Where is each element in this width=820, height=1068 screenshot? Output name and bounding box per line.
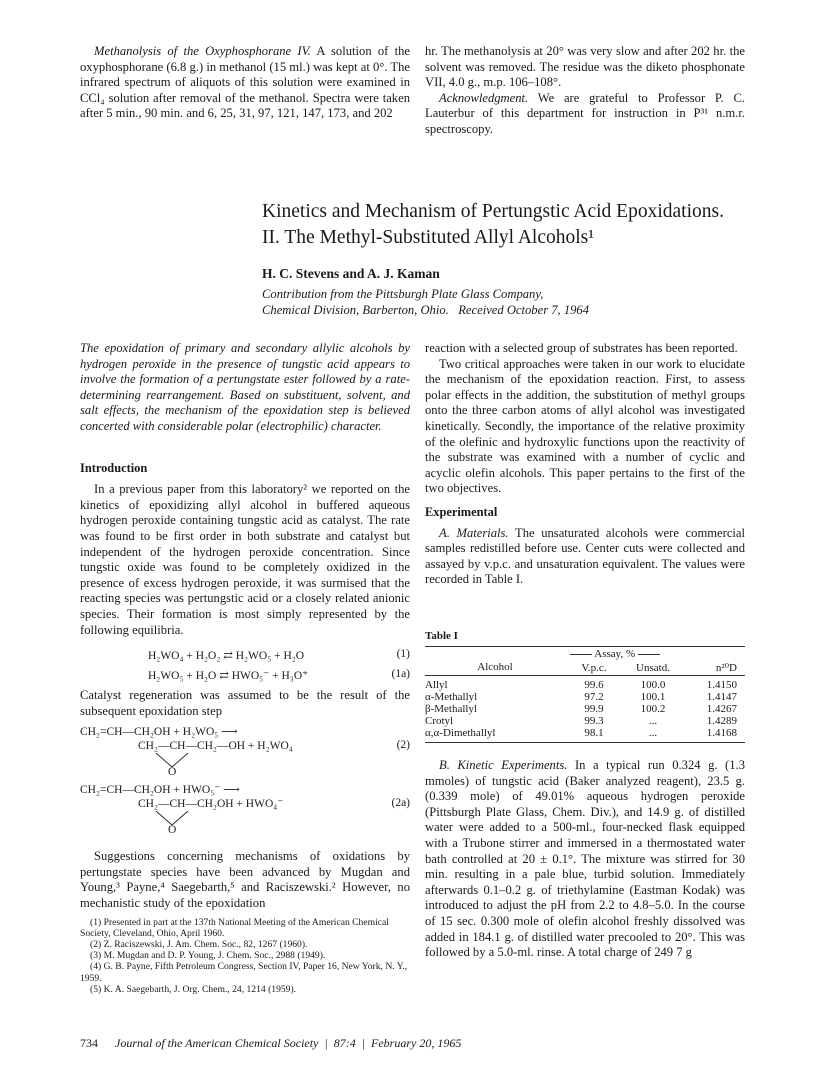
- table-header: Unsatd.: [636, 662, 670, 674]
- data-table: [425, 661, 745, 743]
- footnote: (3) M. Mugdan and D. P. Young, J. Chem. Soc., 2988 (1949).: [90, 950, 326, 962]
- acknowledgment-heading: Acknowledgment.: [439, 90, 529, 105]
- top-right-paragraph: [425, 44, 745, 138]
- right-paragraph-2: Two critical approaches were taken in our work to elucidate the mechanism of the epoxidation reaction. First, to assess polar effects in the addition, the substitution of methyl groups onto the three carbon atoms of allyl alcohol was investigated kinetically. Secondly, the importance of the relative proximity of the olefinic and hydroxylic functions upon the reactivity of the substrate was examined with a number of cyclic and acyclic olefin alcohols. This paper pertains to the first of the two objectives.: [425, 356, 745, 496]
- table-cell: 98.1: [584, 727, 604, 739]
- equation-1-text: H₂WO₄ + H₂O₂ ⇄ H₂WO₅ + H₂O: [148, 650, 305, 663]
- footnote: (2) Z. Raciszewski, J. Am. Chem. Soc., 82, 1267 (1960).: [90, 939, 308, 951]
- authors: H. C. Stevens and A. J. Kaman: [262, 266, 440, 281]
- equation-2a-number: (2a): [391, 797, 410, 810]
- table-cell: 97.2: [584, 691, 604, 703]
- affiliation: [262, 287, 762, 318]
- kinetic-label: B. Kinetic Experiments.: [439, 758, 568, 772]
- table-cell: 99.9: [584, 703, 604, 715]
- table-cell: 100.2: [640, 703, 666, 715]
- table-cell: α-Methallyl: [425, 691, 478, 703]
- equation-1: [80, 648, 410, 668]
- kinetic-section: [425, 758, 745, 961]
- table-cell: 1.4147: [706, 691, 737, 703]
- equation-2: [80, 725, 410, 783]
- epoxide-oxygen-label: O: [168, 766, 177, 779]
- table-cell: 1.4168: [706, 727, 737, 739]
- acknowledgment-text: We are grateful to Professor P. C. Lauterbur of this department for instruction in P³¹ n.m.r. spectroscopy.: [425, 90, 746, 136]
- table-top-rule: [425, 646, 745, 647]
- table-cell: β-Methallyl: [425, 703, 478, 715]
- equation-1a-number: (1a): [391, 668, 410, 681]
- materials-label: A. Materials.: [439, 525, 509, 540]
- left-column: [80, 341, 410, 995]
- article-title-line2: II. The Methyl-Substituted Allyl Alcohols¹: [262, 227, 595, 248]
- equation-2a: [80, 783, 410, 843]
- abstract: The epoxidation of primary and secondary allylic alcohols by hydrogen peroxide in the presence of tungstic acid appears to involve the formation of a pertungstate ester followed by a rate-determining rearrangement. Based on substituent, solvent, and salt effects, the mechanism of the epoxidation step is believed concerted with considerable polar (electrophilic) character.: [80, 341, 410, 433]
- footnotes: [80, 917, 410, 995]
- table-header: Alcohol: [477, 661, 513, 673]
- equation-1a: [80, 668, 410, 688]
- right-paragraph-1: reaction with a selected group of substrates has been reported.: [425, 341, 738, 355]
- table-row: [425, 715, 745, 727]
- table-cell: 1.4267: [706, 703, 737, 715]
- table-cell: 99.3: [584, 715, 604, 727]
- journal-citation: Journal of the American Chemical Society | 87:4 | February 20, 1965: [115, 1036, 462, 1050]
- introduction-paragraph: In a previous paper from this laboratory² we reported on the kinetics of epoxidizing allyl alcohol in buffered aqueous hydrogen peroxide containing tungstic acid as catalyst. The rate was found to be first order in both substrate and catalyst but independent of the hydrogen peroxide concentration. Since tungstic oxide was found to be completely oxidized in the presence of excess hydrogen peroxide, it was surmised that the reacting species was pertungstic acid or a closely related anionic species. Their formation is most simply represented by the following equilibria.: [80, 482, 410, 637]
- experimental-heading: Experimental: [425, 504, 498, 519]
- page-footer: [80, 1036, 461, 1051]
- equation-2-number: (2): [396, 739, 410, 752]
- page-number: 734: [80, 1036, 98, 1050]
- table-cell: 99.6: [584, 679, 604, 691]
- regeneration-paragraph: Catalyst regeneration was assumed to be the result of the subsequent epoxidation step: [80, 688, 410, 718]
- equation-1-number: (1): [396, 648, 410, 661]
- table-cell: ...: [648, 727, 658, 739]
- table-cell: 1.4289: [706, 715, 737, 727]
- table-cell: 100.1: [640, 691, 666, 703]
- table-header: V.p.c.: [581, 662, 607, 674]
- affiliation-line2: Chemical Division, Barberton, Ohio. Received October 7, 1964: [262, 302, 590, 317]
- methanolysis-continued: hr. The methanolysis at 20° was very slow and after 202 hr. the solvent was removed. The residue was the diketo phosphonate VII, 4.0 g., m.p. 106–108°.: [425, 44, 745, 90]
- table-row: [425, 727, 745, 739]
- table-assay-header: Assay, %: [560, 648, 670, 660]
- table-cell: 100.0: [640, 679, 666, 691]
- affiliation-line1: Contribution from the Pittsburgh Plate Glass Company,: [262, 287, 544, 301]
- table-cell: Crotyl: [425, 715, 454, 727]
- introduction-heading: Introduction: [80, 460, 148, 475]
- table-header: n²⁰D: [715, 662, 737, 674]
- equation-2a-line1: CH₂=CH—CH₂OH + HWO₅⁻ ⟶: [80, 784, 240, 797]
- table-row: [425, 691, 745, 703]
- suggestions-paragraph: Suggestions concerning mechanisms of oxidations by pertungstate species have been advanced by Mugdan and Young,³ Payne,⁴ Saegebarth,⁵ and Raciszewski.² However, no mechanistic study of the epoxidation: [80, 849, 410, 911]
- footnote: (4) G. B. Payne, Fifth Petroleum Congress, Section IV, Paper 16, New York, N. Y., 1959.: [80, 961, 408, 984]
- equation-2-line2: CH₂—CH—CH₂—OH + H₂WO₄: [138, 740, 293, 753]
- table-row: [425, 679, 745, 691]
- top-left-paragraph: [80, 44, 410, 122]
- footnote: (1) Presented in part at the 137th National Meeting of the American Chemical Society, Cleveland, Ohio, April 1960.: [80, 916, 389, 939]
- materials-text: The unsaturated alcohols were commercial samples redistilled before use. Center cuts were collected and assayed by v.p.c. and unsaturation equivalent. The values were recorded in Table I.: [425, 525, 745, 587]
- equation-2a-line2: CH₂—CH—CH₂OH + HWO₄⁻: [138, 798, 284, 811]
- right-column: [425, 341, 745, 588]
- methanolysis-text: A solution of the oxyphosphorane (6.8 g.) in methanol (15 ml.) was kept at 0°. The infrared spectrum of aliquots of this solution were examined in CCl₄ solution after removal of the methanol. Spectra were taken after 5 min., 90 min. and 6, 25, 31, 97, 121, 147, 173, and 202: [80, 44, 410, 121]
- methanolysis-heading: Methanolysis of the Oxyphosphorane IV.: [94, 44, 311, 58]
- table-row: [425, 703, 745, 715]
- table-cell: Allyl: [425, 679, 448, 691]
- epoxide-oxygen-label: O: [168, 824, 177, 837]
- table-caption: Table I: [425, 630, 458, 642]
- kinetic-text: In a typical run 0.324 g. (1.3 mmoles) of tungstic acid (Baker analyzed reagent), 23.5 g. (0.339 mole) of 49.01% aqueous hydrogen peroxide (Pittsburgh Plate Glass, Chem. Div.), and 14.9 g. of distilled water were added to a 500-ml., four-necked flask equipped with a Trubone stirrer and immersed in a thermostated water bath controlled at 20 ± 0.1°. The mixture was stirred for 30 min. resulting in a pale blue, turbid solution. Immediately afterwards 0.1–0.2 g. of triethylamine (Eastman Kodak) was introduced to adjust the pH from 2.2 to 4.8–5.0. In the course of 15 sec. 0.300 mole of olefin alcohol freshly dissolved was added in 184.1 g. of distilled water precooled to 20°. This was followed by a 5.0-ml. rinse. A total charge of 249 7 g: [425, 758, 745, 960]
- table-cell: α,α-Dimethallyl: [425, 727, 496, 739]
- table-cell: 1.4150: [706, 679, 737, 691]
- equation-2-line1: CH₂=CH—CH₂OH + H₂WO₅ ⟶: [80, 726, 238, 739]
- article-title-line1: Kinetics and Mechanism of Pertungstic Acid Epoxidations.: [262, 201, 724, 222]
- equation-1a-text: H₂WO₅ + H₂O ⇄ HWO₅⁻ + H₃O⁺: [148, 670, 309, 683]
- footnote: (5) K. A. Saegebarth, J. Org. Chem., 24, 1214 (1959).: [90, 983, 297, 995]
- table-header-row: [425, 661, 745, 676]
- table-cell: ...: [648, 715, 658, 727]
